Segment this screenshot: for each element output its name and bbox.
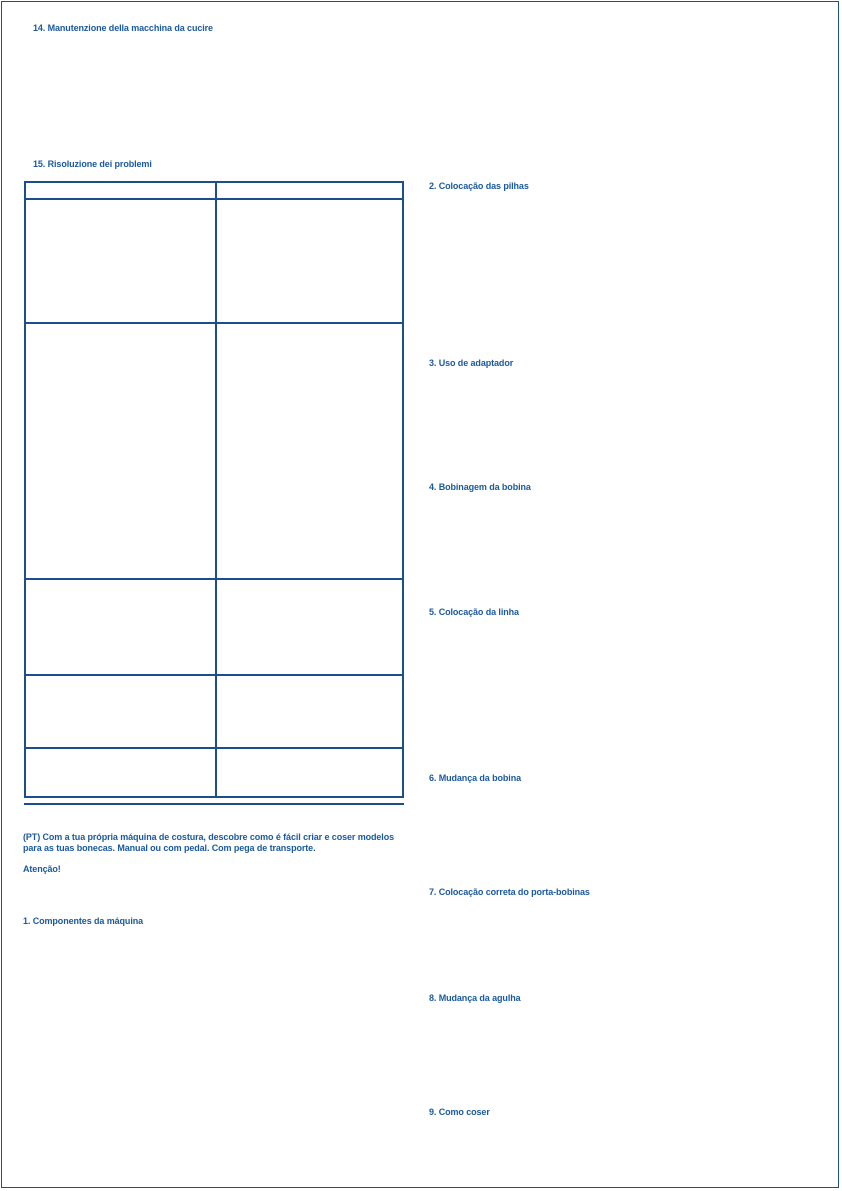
table-row-divider	[26, 322, 402, 324]
section-9-title: 9. Como coser	[429, 1107, 490, 1117]
table-column-divider	[215, 183, 217, 796]
section-1-title: 1. Componentes da máquina	[23, 916, 144, 926]
section-15-title: 15. Risoluzione dei problemi	[33, 159, 152, 169]
intro-paragraph: (PT) Com a tua própria máquina de costura, descobre como é fácil criar e coser modelos para as tuas bonecas. Manual ou com pedal. Com pega de transporte.	[23, 832, 395, 853]
section-3-title: 3. Uso de adaptador	[429, 358, 514, 368]
section-8-title: 8. Mudança da agulha	[429, 993, 521, 1003]
table-header-divider	[26, 198, 402, 200]
section-14-title: 14. Manutenzione della macchina da cucire	[33, 23, 213, 33]
section-5-title: 5. Colocação da linha	[429, 607, 519, 617]
table-row-divider	[26, 578, 402, 580]
table-row-divider	[26, 674, 402, 676]
section-4-title: 4. Bobinagem da bobina	[429, 482, 531, 492]
troubleshooting-table	[24, 181, 404, 798]
section-divider	[24, 803, 404, 805]
section-6-title: 6. Mudança da bobina	[429, 773, 522, 783]
section-7-title: 7. Colocação correta do porta-bobinas	[429, 887, 590, 897]
table-row-divider	[26, 747, 402, 749]
attention-label: Atenção!	[23, 864, 61, 874]
section-2-title: 2. Colocação das pilhas	[429, 181, 529, 191]
